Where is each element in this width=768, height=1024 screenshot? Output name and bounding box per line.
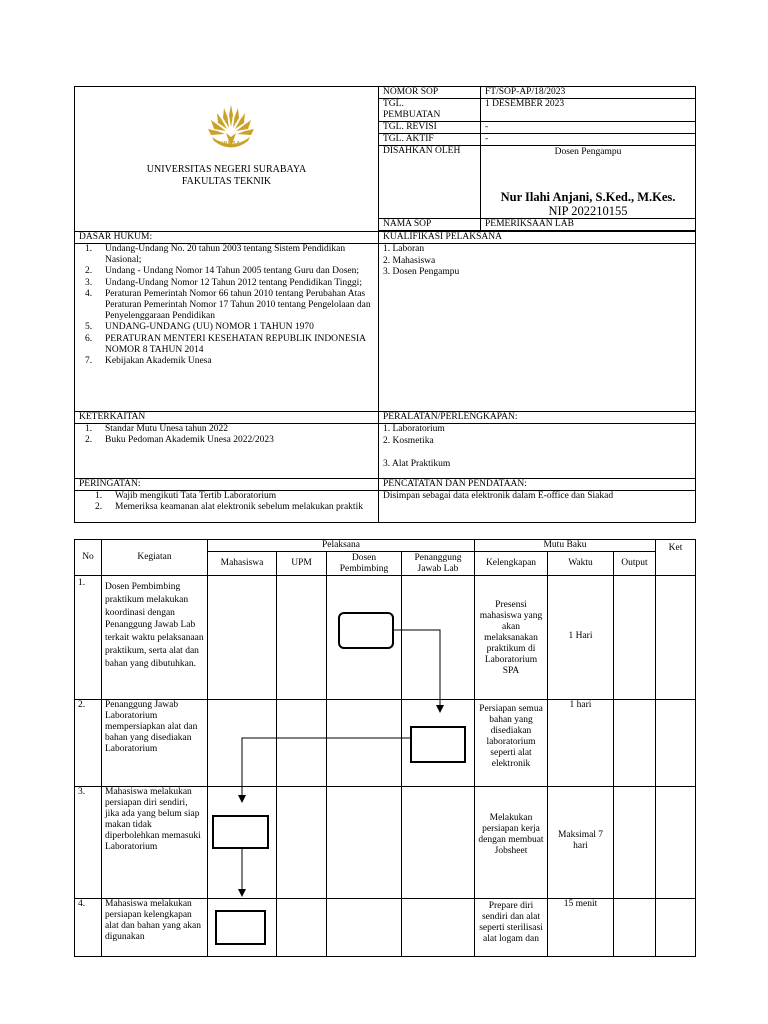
list-item	[75, 266, 374, 277]
col-header-dosen-pembimbing: Dosen Pembimbing	[327, 552, 402, 576]
list-item: 2. Kosmetika	[383, 435, 434, 446]
cell-mahasiswa	[208, 787, 277, 899]
field-label-nomor-sop: NOMOR SOP	[379, 87, 481, 99]
table-row	[75, 576, 696, 700]
list-item-text: UNDANG-UNDANG (UU) NOMOR 1 TAHUN 1970	[105, 322, 314, 333]
field-label-tgl-aktif: TGL. AKTIF	[379, 134, 481, 146]
list-item-text: Wajib mengikuti Tata Tertib Laboratorium	[115, 491, 277, 501]
logo-wordmark: UNESA	[219, 141, 241, 147]
list-item-text: Memeriksa keamanan alat elektronik sebelum melakukan praktik	[115, 502, 363, 513]
cell-output	[614, 787, 656, 899]
kualifikasi-content	[379, 244, 696, 412]
kualifikasi-list	[383, 244, 691, 279]
list-item-number: 3.	[85, 277, 93, 288]
institution-cell	[75, 87, 379, 232]
approver-nip: NIP 202210155	[548, 204, 628, 218]
cell-dosen	[327, 576, 402, 700]
peralatan-title: PERALATAN/PERLENGKAPAN:	[379, 412, 696, 424]
row-kelengkapan: Prepare diri sendiri dan alat seperti sterilisasi alat logam dan	[475, 899, 548, 957]
list-item	[85, 502, 374, 513]
keterkaitan-title: KETERKAITAN	[75, 412, 379, 424]
dasar-hukum-title: DASAR HUKUM:	[75, 232, 379, 244]
cell-upm	[277, 700, 327, 787]
peralatan-content	[379, 424, 696, 479]
peringatan-list	[85, 491, 374, 513]
list-item-number: 4.	[85, 288, 93, 299]
cell-dosen	[327, 787, 402, 899]
table-row	[75, 700, 696, 787]
faculty-name: FAKULTAS TEKNIK	[181, 176, 272, 187]
list-item-number: 6.	[85, 333, 93, 344]
col-header-mutu-baku: Mutu Baku	[475, 540, 656, 552]
list-item-text: Undang - Undang Nomor 14 Tahun 2005 tentang Guru dan Dosen;	[105, 266, 360, 277]
list-item	[75, 278, 374, 289]
field-value-tgl-pembuatan: 1 DESEMBER 2023	[481, 99, 696, 122]
list-item	[383, 447, 691, 459]
col-header-waktu: Waktu	[548, 552, 614, 576]
list-item	[75, 435, 374, 446]
approver-name: Nur Ilahi Anjani, S.Ked., M.Kes.	[500, 190, 676, 204]
list-item	[85, 491, 374, 502]
cell-upm	[277, 576, 327, 700]
cell-penanggung	[402, 899, 475, 957]
row-kelengkapan: Melakukan persiapan kerja dengan membuat Jobsheet	[475, 787, 548, 899]
list-item-text: Buku Pedoman Akademik Unesa 2022/2023	[105, 435, 274, 446]
col-header-output: Output	[614, 552, 656, 576]
cell-mahasiswa	[208, 700, 277, 787]
cell-output	[614, 700, 656, 787]
row-waktu: 1 Hari	[548, 576, 614, 700]
list-item-text: Undang-Undang No. 20 tahun 2003 tentang Sistem Pendidikan Nasional;	[105, 244, 346, 266]
procedure-flow-table	[74, 539, 696, 957]
row-no: 2.	[75, 700, 102, 787]
col-header-penanggung: Penanggung Jawab Lab	[402, 552, 475, 576]
cell-output	[614, 899, 656, 957]
list-item-number: 2.	[95, 502, 103, 513]
pencatatan-title: PENCATATAN DAN PENDATAAN:	[379, 479, 696, 491]
list-item	[75, 322, 374, 333]
row-kelengkapan: Persiapan semua bahan yang disediakan laboratorium seperti alat elektronik	[475, 700, 548, 787]
col-header-mahasiswa: Mahasiswa	[208, 552, 277, 576]
list-item: 1. Laboran	[383, 244, 425, 254]
list-item-text: PERATURAN MENTERI KESEHATAN REPUBLIK INDONESIA NOMOR 8 TAHUN 2014	[105, 333, 366, 355]
list-item: 1. Laboratorium	[383, 424, 445, 434]
field-label-tgl-revisi: TGL. REVISI	[379, 122, 481, 134]
list-item-text: Standar Mutu Unesa tahun 2022	[105, 424, 228, 434]
row-kegiatan: Mahasiswa melakukan persiapan diri sendiri, jika ada yang belum siap makan tidak diperbolehkan memasuki Laboratorium	[102, 787, 208, 899]
cell-upm	[277, 787, 327, 899]
cell-ket	[656, 700, 696, 787]
col-header-pelaksana: Pelaksana	[208, 540, 475, 552]
row-kelengkapan: Presensi mahasiswa yang akan melaksanakan praktikum di Laboratorium SPA	[475, 576, 548, 700]
list-item-number: 2.	[85, 266, 93, 277]
field-value-nomor-sop: FT/SOP-AP/18/2023	[481, 87, 696, 99]
field-value-tgl-aktif: -	[481, 134, 696, 146]
cell-ket	[656, 576, 696, 700]
col-header-ket: Ket	[656, 540, 696, 576]
university-name: UNIVERSITAS NEGERI SURABAYA	[146, 164, 307, 175]
list-item: 3. Dosen Pengampu	[383, 267, 460, 277]
peralatan-list	[383, 424, 691, 470]
list-item	[75, 356, 374, 367]
row-waktu: 15 menit	[548, 899, 614, 957]
list-item-number: 2.	[85, 435, 93, 446]
list-item-number: 5.	[85, 322, 93, 333]
list-item-text: Undang-Undang Nomor 12 Tahun 2012 tentang Pendidikan Tinggi;	[105, 277, 362, 288]
list-item-number: 1.	[85, 424, 93, 434]
field-label-tgl-pembuatan: TGL. PEMBUATAN	[379, 99, 481, 122]
unesa-logo	[202, 101, 260, 161]
col-header-kelengkapan: Kelengkapan	[475, 552, 548, 576]
list-item	[75, 334, 374, 356]
list-item-number: 7.	[85, 356, 93, 367]
row-kegiatan: Penanggung Jawab Laboratorium mempersiapkan alat dan bahan yang disediakan Laboratorium	[102, 700, 208, 787]
cell-ket	[656, 899, 696, 957]
peringatan-content	[75, 491, 379, 523]
sop-header-table	[74, 86, 696, 523]
sop-name-label: NAMA SOP	[379, 219, 481, 231]
cell-penanggung	[402, 576, 475, 700]
list-item	[75, 244, 374, 266]
kualifikasi-title: KUALIFIKASI PELAKSANA	[379, 232, 696, 244]
table-row	[75, 899, 696, 957]
cell-ket	[656, 787, 696, 899]
row-no: 3.	[75, 787, 102, 899]
col-header-kegiatan: Kegiatan	[102, 540, 208, 576]
row-kegiatan: Mahasiswa melakukan persiapan kelengkapan alat dan bahan yang akan digunakan	[102, 899, 208, 957]
sop-name-value: PEMERIKSAAN LAB	[481, 219, 696, 231]
list-item-number: 1.	[95, 491, 103, 501]
list-item-text: Peraturan Pemerintah Nomor 66 tahun 2010 tentang Perubahan Atas Peraturan Pemerintah Nomor 17 Tahun 2010 tentang Pengelolaan dan Penyelenggaraan Pendidikan	[105, 288, 371, 322]
row-kegiatan: Dosen Pembimbing praktikum melakukan koordinasi dengan Penanggung Jawab Lab terkait waktu pelaksanaan praktikum, serta alat dan bahan yang dibutuhkan.	[102, 576, 208, 700]
dasar-hukum-list	[75, 244, 374, 367]
list-item-number: 1.	[85, 244, 93, 254]
approver-block	[481, 146, 696, 219]
cell-upm	[277, 899, 327, 957]
table-row	[75, 787, 696, 899]
keterkaitan-content	[75, 424, 379, 479]
row-waktu: Maksimal 7 hari	[548, 787, 614, 899]
row-no: 4.	[75, 899, 102, 957]
row-no: 1.	[75, 576, 102, 700]
cell-penanggung	[402, 787, 475, 899]
list-item-text: Kebijakan Akademik Unesa	[105, 356, 212, 367]
keterkaitan-list	[75, 424, 374, 446]
col-header-no: No	[75, 540, 102, 576]
pencatatan-text: Disimpan sebagai data elektronik dalam E-office dan Siakad	[379, 491, 696, 523]
row-waktu: 1 hari	[548, 700, 614, 787]
list-item	[75, 289, 374, 323]
peringatan-title: PERINGATAN:	[75, 479, 379, 491]
list-item: 2. Mahasiswa	[383, 255, 436, 266]
field-value-tgl-revisi: -	[481, 122, 696, 134]
cell-dosen	[327, 700, 402, 787]
col-header-upm: UPM	[277, 552, 327, 576]
approver-role: Dosen Pengampu	[554, 147, 622, 157]
list-item: 3. Alat Praktikum	[383, 458, 451, 469]
cell-mahasiswa	[208, 576, 277, 700]
field-label-disahkan: DISAHKAN OLEH	[379, 146, 481, 219]
list-item	[75, 424, 374, 435]
cell-penanggung	[402, 700, 475, 787]
cell-output	[614, 576, 656, 700]
cell-dosen	[327, 899, 402, 957]
cell-mahasiswa	[208, 899, 277, 957]
dasar-hukum-content	[75, 244, 379, 412]
